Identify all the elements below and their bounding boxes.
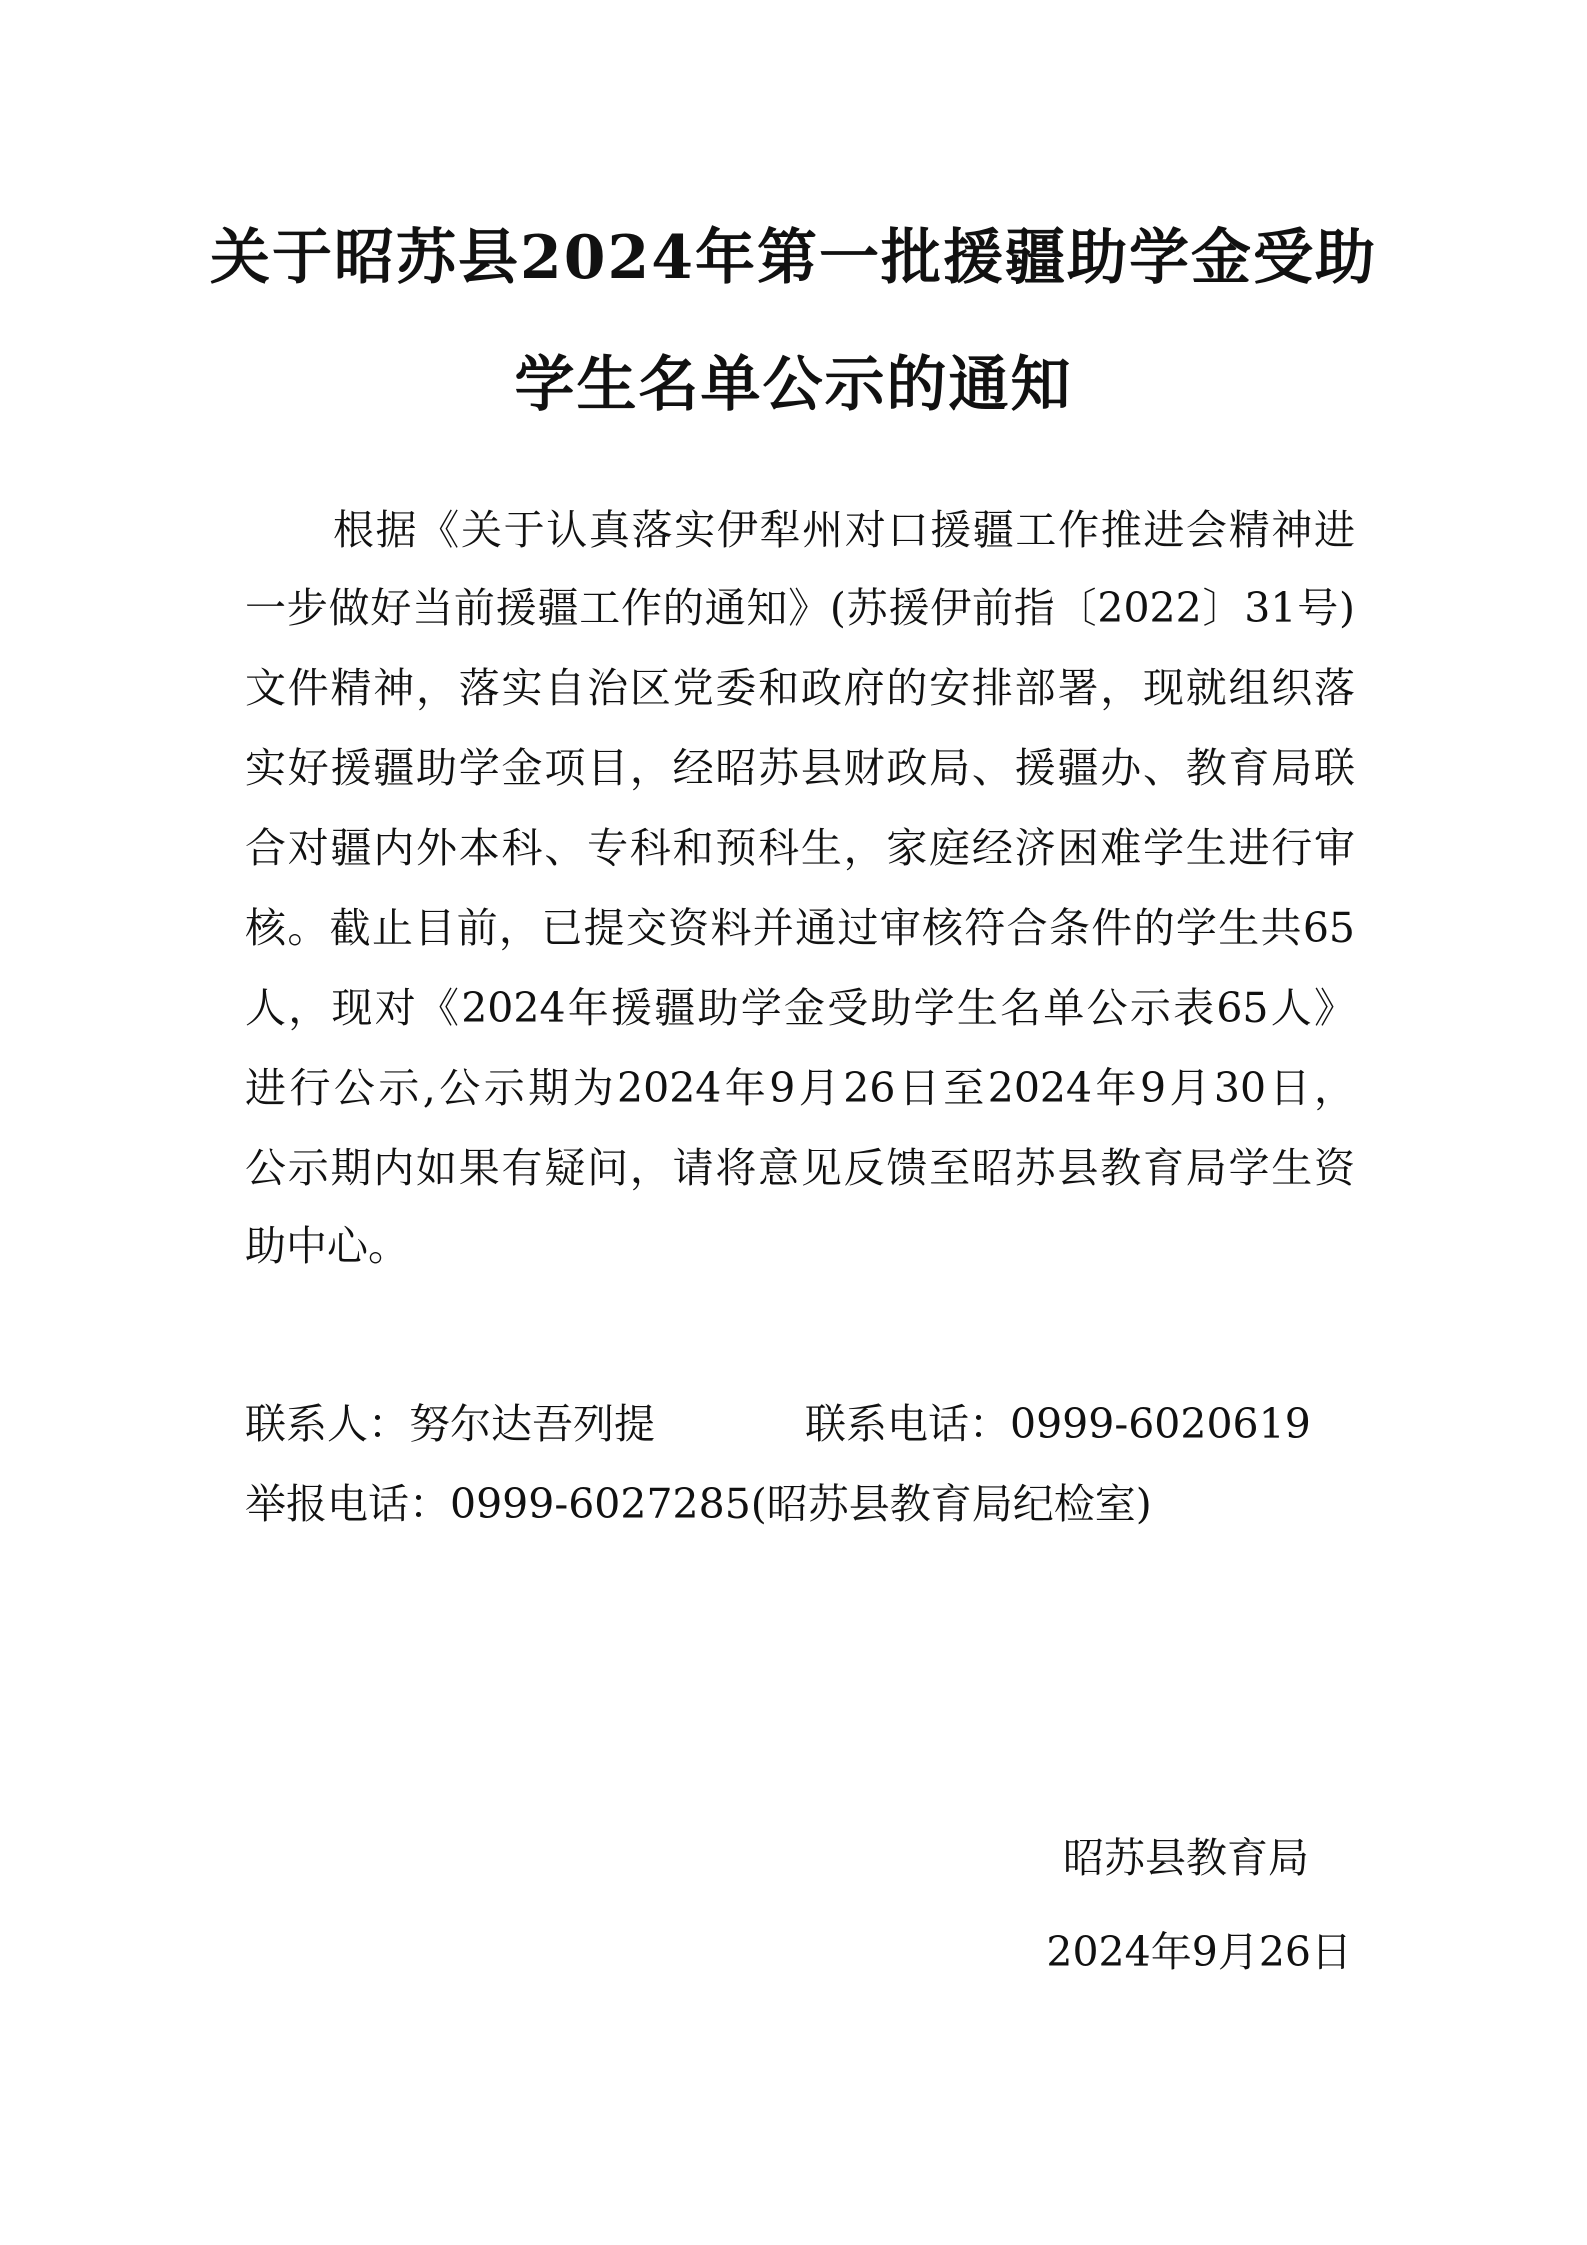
body-line-2: 一步做好当前援疆工作的通知》(苏援伊前指〔2022〕31号) <box>245 584 1355 632</box>
body-line-3: 文件精神，落实自治区党委和政府的安排部署，现就组织落 <box>245 664 1355 712</box>
body-line-6: 核。截止目前，已提交资料并通过审核符合条件的学生共65 <box>245 904 1355 952</box>
signature-date: 2024年9月26日 <box>1046 1928 1352 1976</box>
body-line-10: 助中心。 <box>245 1222 409 1270</box>
body-line-5: 合对疆内外本科、专科和预科生，家庭经济困难学生进行审 <box>245 824 1355 872</box>
body-line-4: 实好援疆助学金项目，经昭苏县财政局、援疆办、教育局联 <box>245 744 1355 792</box>
document-title-line-1: 关于昭苏县2024年第一批援疆助学金受助 <box>210 223 1377 293</box>
contact-phone: 联系电话：0999-6020619 <box>805 1400 1311 1448</box>
body-line-1: 根据《关于认真落实伊犁州对口援疆工作推进会精神进 <box>333 506 1355 554</box>
body-line-8: 进行公示,公示期为2024年9月26日至2024年9月30日， <box>245 1064 1355 1112</box>
body-line-7: 人，现对《2024年援疆助学金受助学生名单公示表65人》 <box>245 984 1355 1032</box>
body-line-9: 公示期内如果有疑问，请将意见反馈至昭苏县教育局学生资 <box>245 1144 1355 1192</box>
contact-person: 联系人：努尔达吾列提 <box>245 1400 655 1448</box>
signature-organization: 昭苏县教育局 <box>1063 1834 1309 1882</box>
report-phone: 举报电话：0999-6027285(昭苏县教育局纪检室) <box>245 1480 1152 1528</box>
document-title-line-2: 学生名单公示的通知 <box>514 350 1073 420</box>
